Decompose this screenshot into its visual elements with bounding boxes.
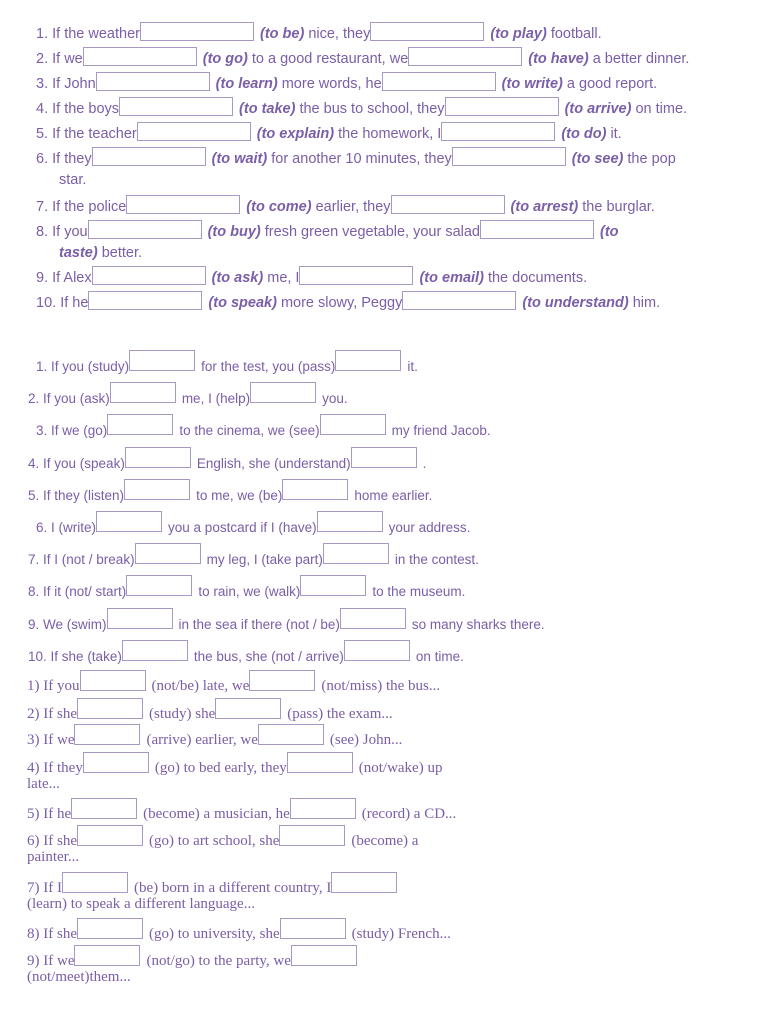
answer-box[interactable] (125, 447, 191, 468)
answer-box[interactable] (83, 47, 197, 66)
item-number: 1) (27, 678, 40, 694)
sentence-text: a better dinner. (592, 51, 690, 67)
sentence-text: (study) she (149, 706, 216, 722)
sentence-text: the burglar. (582, 199, 655, 215)
sentence-text: If you (ask) (43, 391, 110, 406)
sentence-text: If the weather (52, 26, 140, 42)
answer-box[interactable] (320, 414, 386, 435)
sentence-text: more words, he (281, 76, 382, 92)
sentence-text: If you (study) (51, 359, 130, 374)
answer-box[interactable] (215, 698, 281, 719)
answer-box[interactable] (107, 414, 173, 435)
answer-box[interactable] (92, 266, 206, 285)
sentence-text: If they (listen) (43, 488, 125, 503)
answer-box[interactable] (126, 575, 192, 596)
item-number: 2. (28, 391, 40, 406)
sentence-text: If John (52, 76, 96, 92)
answer-box[interactable] (77, 918, 143, 939)
sentence-text: my friend Jacob. (391, 423, 491, 438)
answer-box[interactable] (80, 670, 146, 691)
answer-box[interactable] (441, 122, 555, 141)
sentence-text: If the teacher (52, 126, 137, 142)
sentence-text: my leg, I (take part) (206, 552, 323, 567)
answer-box[interactable] (107, 608, 173, 629)
sentence-text: so many sharks there. (411, 617, 545, 632)
sentence-text: If we (43, 732, 75, 748)
item-number: 1. (36, 26, 49, 42)
item-number: 8) (27, 926, 40, 942)
sentence-text: (go) to university, she (149, 926, 280, 942)
answer-box[interactable] (299, 266, 413, 285)
verb-hint: (to go) (202, 51, 248, 67)
answer-box[interactable] (96, 72, 210, 91)
sentence-text: (learn) to speak a different language... (27, 896, 255, 912)
sentence-text: If she (43, 706, 77, 722)
sentence-text: you. (322, 391, 348, 406)
sentence-text: . (422, 456, 427, 471)
sentence-text: If she (43, 833, 77, 849)
answer-box[interactable] (258, 724, 324, 745)
sentence-text: the bus to school, they (299, 101, 445, 117)
sentence-text: me, I (help) (181, 391, 251, 406)
exercise-1-continuation (59, 244, 142, 262)
answer-box[interactable] (74, 724, 140, 745)
sentence-text: If you (speak) (43, 456, 125, 471)
verb-hint: (to wait) (211, 151, 268, 167)
sentence-text: (go) to bed early, they (154, 760, 287, 776)
exercise-3-item (27, 756, 442, 777)
sentence-text: (go) to art school, she (149, 833, 280, 849)
item-number: 3. (36, 423, 48, 438)
item-number: 8. (36, 224, 49, 240)
item-number: 3) (27, 732, 40, 748)
sentence-text: If Alex (52, 270, 92, 286)
sentence-text: the documents. (487, 270, 588, 286)
sentence-text: If he (43, 806, 72, 822)
item-number: 3. (36, 76, 49, 92)
exercise-3-item (27, 802, 456, 823)
exercise-3-item (27, 876, 397, 897)
answer-box[interactable] (287, 752, 353, 773)
sentence-text: I (write) (51, 520, 97, 535)
sentence-text: it. (610, 126, 622, 142)
answer-box[interactable] (135, 543, 201, 564)
item-number: 1. (36, 359, 48, 374)
sentence-text: If the boys (52, 101, 120, 117)
verb-hint: (to arrest) (510, 199, 579, 215)
answer-box[interactable] (408, 47, 522, 66)
answer-box[interactable] (317, 511, 383, 532)
sentence-text: (become) a (351, 833, 419, 849)
item-number: 5) (27, 806, 40, 822)
answer-box[interactable] (382, 72, 496, 91)
exercise-1-item (36, 222, 619, 241)
sentence-text: it. (407, 359, 418, 374)
sentence-text: him. (632, 295, 661, 311)
exercise-3-continuation (27, 775, 60, 793)
sentence-text: (not/miss) the bus... (321, 678, 441, 694)
sentence-text: the homework, I (338, 126, 442, 142)
sentence-text: If the police (52, 199, 127, 215)
sentence-text: fresh green vegetable, your salad (264, 224, 481, 240)
verb-hint: (to learn) (215, 76, 278, 92)
sentence-text: If it (not/ start) (43, 584, 127, 599)
item-number: 9. (36, 270, 49, 286)
sentence-text: on time. (415, 649, 464, 664)
verb-hint: (to do) (561, 126, 607, 142)
exercise-2-item (28, 484, 432, 505)
answer-box[interactable] (124, 479, 190, 500)
exercise-1-continuation (59, 171, 86, 189)
verb-hint: (to arrive) (564, 101, 632, 117)
answer-box[interactable] (480, 220, 594, 239)
answer-box[interactable] (126, 195, 240, 214)
answer-box[interactable] (335, 350, 401, 371)
item-number: 8. (28, 584, 40, 599)
answer-box[interactable] (77, 698, 143, 719)
sentence-text: painter... (27, 849, 80, 865)
item-number: 4. (36, 101, 49, 117)
sentence-text: If I (not / break) (43, 552, 135, 567)
answer-box[interactable] (249, 670, 315, 691)
exercise-3-item (27, 702, 393, 723)
answer-box[interactable] (331, 872, 397, 893)
sentence-text: to a good restaurant, we (251, 51, 409, 67)
exercise-1-item (36, 197, 655, 216)
sentence-text: nice, they (308, 26, 371, 42)
sentence-text: more slowy, Peggy (280, 295, 403, 311)
sentence-text: (be) born in a different country, I (134, 880, 332, 896)
answer-box[interactable] (122, 640, 188, 661)
exercise-2-item (36, 419, 491, 440)
answer-box[interactable] (140, 22, 254, 41)
exercise-3-item (27, 674, 440, 695)
item-number: 5. (28, 488, 40, 503)
verb-hint: (to come) (246, 199, 312, 215)
item-number: 2) (27, 706, 40, 722)
sentence-text: If they (52, 151, 92, 167)
answer-box[interactable] (71, 798, 137, 819)
exercise-1-item (36, 99, 687, 118)
sentence-text: (arrive) earlier, we (146, 732, 258, 748)
sentence-text: the bus, she (not / arrive) (193, 649, 344, 664)
answer-box[interactable] (340, 608, 406, 629)
verb-hint: (to play) (490, 26, 547, 42)
answer-box[interactable] (110, 382, 176, 403)
answer-box[interactable] (344, 640, 410, 661)
sentence-text: If she (take) (50, 649, 122, 664)
item-number: 4) (27, 760, 40, 776)
answer-box[interactable] (137, 122, 251, 141)
exercise-3-continuation (27, 848, 79, 866)
sentence-text: If they (43, 760, 83, 776)
sentence-text: If she (43, 926, 77, 942)
sentence-text: (pass) the exam... (287, 706, 393, 722)
item-number: 10. (28, 649, 47, 664)
answer-box[interactable] (402, 291, 516, 310)
exercise-2-item (28, 645, 464, 666)
sentence-text: for another 10 minutes, they (271, 151, 452, 167)
item-number: 2. (36, 51, 49, 67)
sentence-text: to me, we (be) (196, 488, 283, 503)
sentence-text: (not/go) to the party, we (146, 953, 291, 969)
exercise-2-item (28, 548, 479, 569)
sentence-text: on time. (635, 101, 688, 117)
sentence-text: star. (59, 172, 87, 188)
sentence-text: English, she (understand) (196, 456, 351, 471)
sentence-text: football. (550, 26, 602, 42)
sentence-text: If we (52, 51, 83, 67)
sentence-text: If you (43, 678, 80, 694)
sentence-text: (not/meet)them... (27, 969, 131, 985)
sentence-text: (not/be) late, we (151, 678, 250, 694)
verb-hint: (to have) (528, 51, 589, 67)
item-number: 7. (36, 199, 49, 215)
sentence-text: in the sea if there (not / be) (178, 617, 340, 632)
item-number: 7) (27, 880, 40, 896)
exercise-2-item (36, 516, 470, 537)
sentence-text: me, I (267, 270, 300, 286)
verb-hint: (to explain) (256, 126, 335, 142)
exercise-3-item (27, 829, 418, 850)
answer-box[interactable] (391, 195, 505, 214)
exercise-2-item (36, 355, 418, 376)
exercise-3-item (27, 949, 357, 970)
verb-hint: (to write) (501, 76, 563, 92)
exercise-2-item (28, 613, 545, 634)
verb-hint: (to see) (571, 151, 624, 167)
sentence-text: your address. (388, 520, 471, 535)
sentence-text: (see) John... (329, 732, 403, 748)
answer-box[interactable] (62, 872, 128, 893)
answer-box[interactable] (452, 147, 566, 166)
answer-box[interactable] (291, 945, 357, 966)
exercise-1-item (36, 293, 660, 312)
answer-box[interactable] (370, 22, 484, 41)
answer-box[interactable] (129, 350, 195, 371)
item-number: 6) (27, 833, 40, 849)
item-number: 10. (36, 295, 57, 311)
sentence-text: (record) a CD... (361, 806, 457, 822)
answer-box[interactable] (88, 220, 202, 239)
item-number: 9. (28, 617, 40, 632)
sentence-text: (not/wake) up (358, 760, 443, 776)
sentence-text: late... (27, 776, 60, 792)
exercise-1-item (36, 124, 622, 143)
item-number: 6. (36, 151, 49, 167)
exercise-3-item (27, 922, 451, 943)
sentence-text: (become) a musician, he (143, 806, 290, 822)
exercise-1-item (36, 268, 587, 287)
answer-box[interactable] (351, 447, 417, 468)
item-number: 4. (28, 456, 40, 471)
answer-box[interactable] (445, 97, 559, 116)
answer-box[interactable] (290, 798, 356, 819)
sentence-text: We (swim) (43, 617, 107, 632)
sentence-text: (study) French... (351, 926, 451, 942)
exercise-1-item (36, 49, 689, 68)
verb-hint: (to email) (419, 270, 484, 286)
sentence-text: If we (go) (51, 423, 108, 438)
answer-box[interactable] (119, 97, 233, 116)
answer-box[interactable] (280, 918, 346, 939)
answer-box[interactable] (74, 945, 140, 966)
answer-box[interactable] (279, 825, 345, 846)
verb-hint: taste) (59, 245, 98, 261)
sentence-text: If I (43, 880, 62, 896)
answer-box[interactable] (92, 147, 206, 166)
verb-hint: (to be) (259, 26, 305, 42)
answer-box[interactable] (250, 382, 316, 403)
exercise-3-continuation (27, 895, 255, 913)
verb-hint: (to take) (239, 101, 296, 117)
exercise-2-item (28, 580, 465, 601)
sentence-text: If we (43, 953, 75, 969)
verb-hint: (to ask) (211, 270, 264, 286)
answer-box[interactable] (282, 479, 348, 500)
verb-hint: (to buy) (207, 224, 261, 240)
sentence-text: home earlier. (354, 488, 433, 503)
item-number: 6. (36, 520, 48, 535)
sentence-text: you a postcard if I (have) (168, 520, 317, 535)
exercise-1-item (36, 149, 676, 168)
exercise-1-item (36, 74, 657, 93)
exercise-3-continuation (27, 968, 131, 986)
item-number: 7. (28, 552, 40, 567)
verb-hint: (to understand) (522, 295, 629, 311)
exercise-3-item (27, 728, 402, 749)
answer-box[interactable] (77, 825, 143, 846)
sentence-text: a good report. (566, 76, 658, 92)
sentence-text: to the cinema, we (see) (179, 423, 320, 438)
answer-box[interactable] (83, 752, 149, 773)
item-number: 5. (36, 126, 49, 142)
exercise-2-item (28, 387, 348, 408)
exercise-2-item (28, 452, 426, 473)
answer-box[interactable] (88, 291, 202, 310)
answer-box[interactable] (96, 511, 162, 532)
sentence-text: earlier, they (315, 199, 391, 215)
sentence-text: to rain, we (walk) (198, 584, 301, 599)
answer-box[interactable] (323, 543, 389, 564)
sentence-text: If he (60, 295, 89, 311)
verb-hint: (to (600, 224, 619, 240)
item-number: 9) (27, 953, 40, 969)
sentence-text: in the contest. (394, 552, 479, 567)
sentence-text: the pop (627, 151, 676, 167)
sentence-text: better. (101, 245, 143, 261)
verb-hint: (to speak) (208, 295, 277, 311)
sentence-text: to the museum. (372, 584, 466, 599)
sentence-text: If you (52, 224, 88, 240)
sentence-text: for the test, you (pass) (201, 359, 336, 374)
exercise-1-item (36, 24, 602, 43)
answer-box[interactable] (300, 575, 366, 596)
